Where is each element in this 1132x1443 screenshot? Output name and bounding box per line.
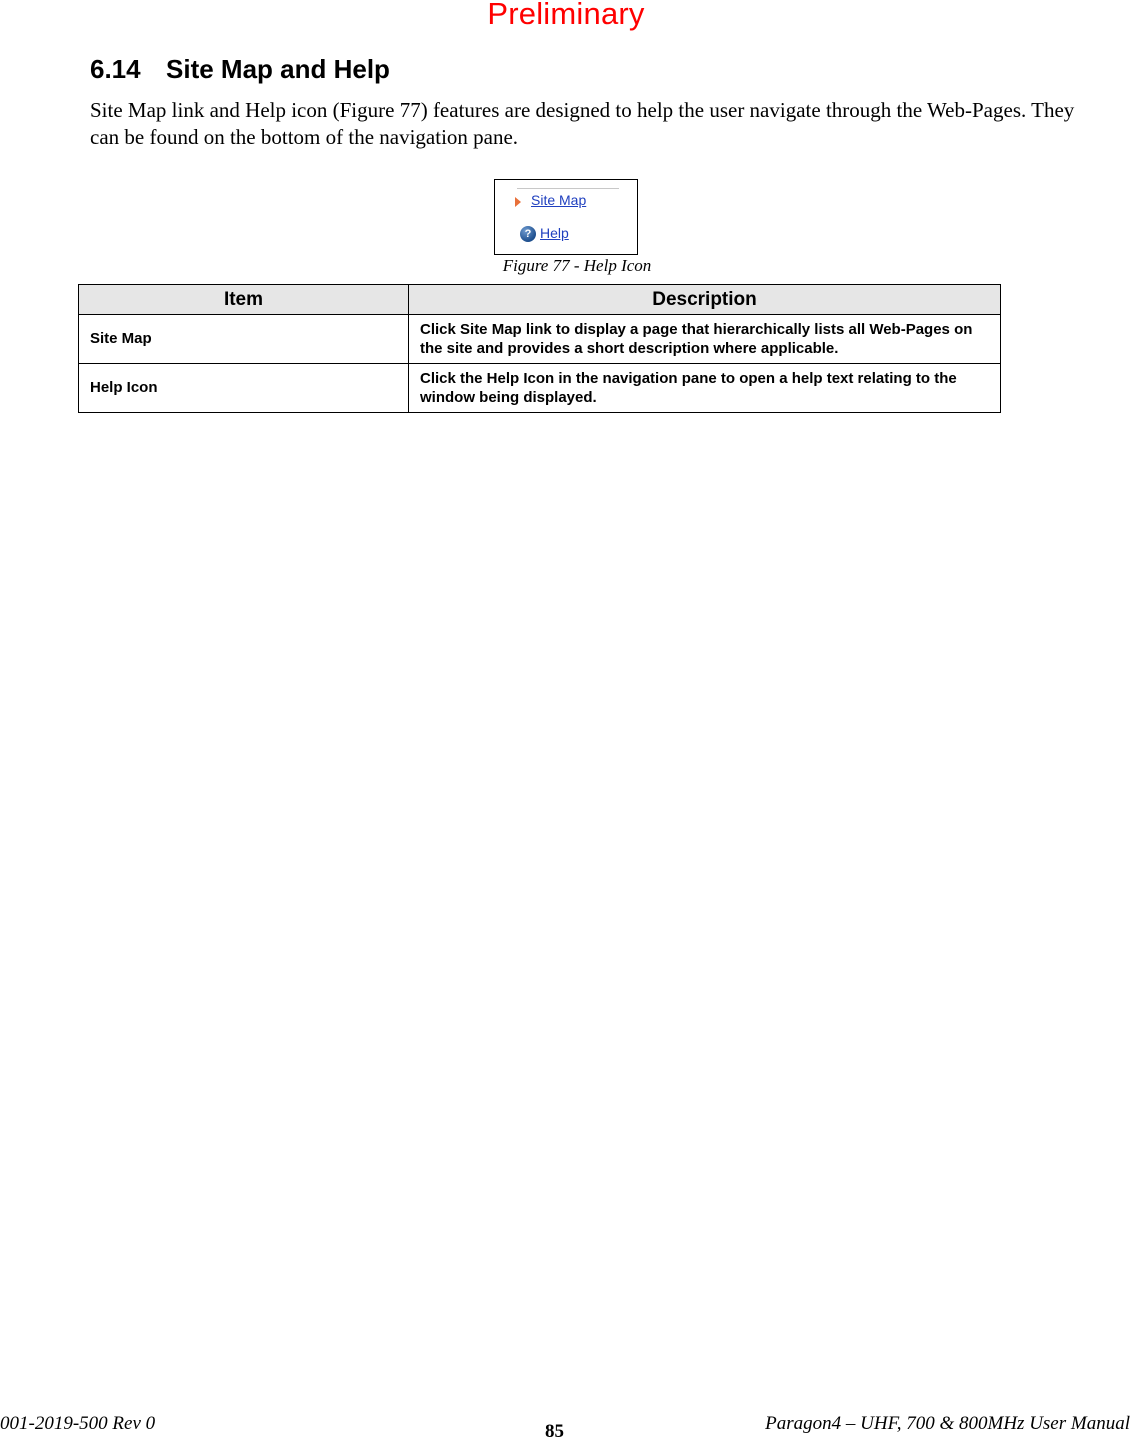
footer-manual-title: Paragon4 – UHF, 700 & 800MHz User Manual — [765, 1413, 1130, 1434]
section-number: 6.14 — [90, 54, 141, 84]
sitemap-nav-item[interactable] — [515, 192, 586, 208]
footer-doc-number: 001-2019-500 Rev 0 — [0, 1413, 156, 1434]
footer-page-number: 85 — [545, 1421, 564, 1442]
help-link[interactable]: Help — [540, 224, 569, 241]
sitemap-link[interactable]: Site Map — [531, 192, 587, 208]
help-nav-item[interactable] — [520, 223, 569, 242]
table-header-row — [79, 285, 1001, 315]
help-circle-icon[interactable]: ? — [520, 226, 536, 242]
column-header-description: Description — [409, 285, 1001, 315]
table-cell-item: Help Icon — [79, 364, 409, 413]
table-cell-description: Click the Help Icon in the navigation pane to open a help text relating to the window being displayed. — [409, 364, 1001, 413]
section-heading — [90, 54, 390, 85]
table-row — [79, 315, 1001, 364]
column-header-item: Item — [79, 285, 409, 315]
description-table — [78, 284, 1001, 413]
help-icon-figure — [494, 179, 638, 255]
table-cell-item: Site Map — [79, 315, 409, 364]
page-footer — [0, 1413, 1132, 1443]
arrow-icon — [515, 197, 521, 207]
section-paragraph: Site Map link and Help icon (Figure 77) features are designed to help the user navigate through the Web-Pages. They can be found on the bottom of the navigation pane. — [90, 98, 1075, 149]
figure-caption: Figure 77 - Help Icon — [502, 256, 652, 275]
figure-divider — [517, 188, 619, 189]
section-title: Site Map and Help — [166, 54, 390, 84]
preliminary-watermark: Preliminary — [487, 0, 645, 31]
table-cell-description: Click Site Map link to display a page that hierarchically lists all Web-Pages on the site and provides a short description where applicable. — [409, 315, 1001, 364]
table-row — [79, 364, 1001, 413]
